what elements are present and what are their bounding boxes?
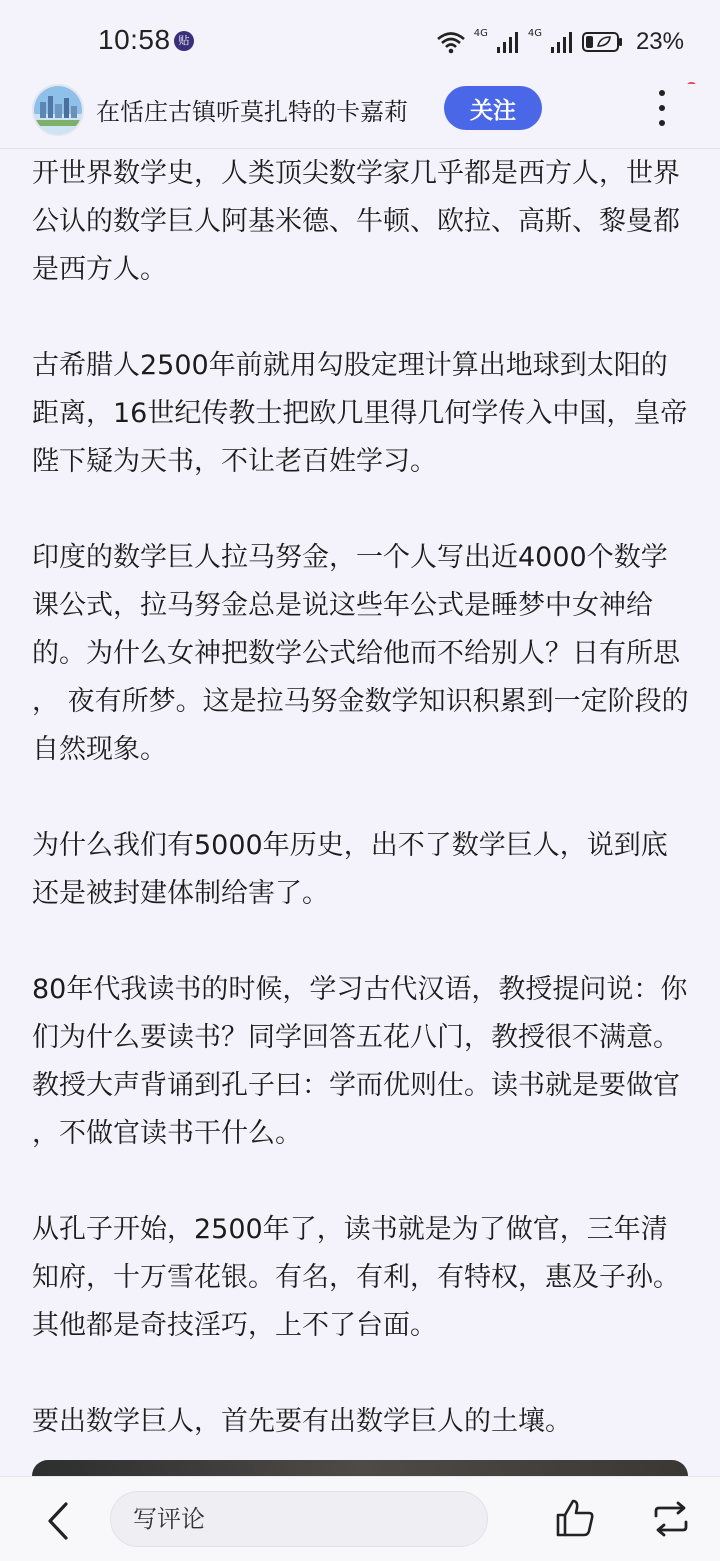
- comment-input[interactable]: 写评论: [110, 1491, 488, 1547]
- like-button[interactable]: [554, 1497, 596, 1539]
- post-paragraph: 印度的数学巨人拉马努金，一个人写出近4000个数学课公式，拉马努金总是说这些年公式是睡梦中女神给的。为什么女神把数学公式给他而不给别人？日有所思 ， 夜有所梦。这是拉马努金数学知识积累到一定阶段的自然现象。: [32, 542, 689, 765]
- share-button[interactable]: [652, 1501, 690, 1537]
- avatar-image-icon: [34, 86, 82, 134]
- post-header: [0, 84, 720, 149]
- back-arrow-icon: [44, 1501, 72, 1541]
- post-paragraph: 要出数学巨人，首先要有出数学巨人的土壤。: [32, 1406, 572, 1437]
- status-indicators: [436, 26, 684, 58]
- post-paragraph: 古希腊人2500年前就用勾股定理计算出地球到太阳的距离，16世纪传教士把欧几里得几何学传入中国，皇帝陛下疑为天书，不让老百姓学习。: [32, 350, 688, 477]
- wifi-icon: [436, 30, 466, 54]
- battery-percentage: 23%: [635, 28, 684, 55]
- thread-title[interactable]: 在恬庄古镇听莫扎特的卡嘉莉: [96, 98, 408, 126]
- bottom-action-bar: [0, 1476, 720, 1561]
- post-paragraph: 为什么我们有5000年历史，出不了数学巨人，说到底还是被封建体制给害了。: [32, 830, 668, 909]
- thumbs-up-icon: [554, 1497, 596, 1539]
- status-time: 10:58: [98, 24, 171, 55]
- signal-icon-1: [496, 30, 520, 54]
- share-icon: [652, 1501, 690, 1537]
- status-bar: [0, 0, 720, 84]
- network-type-2: 4G: [527, 27, 542, 39]
- more-options-button[interactable]: [650, 90, 674, 130]
- post-paragraph: 开世界数学史，人类顶尖数学家几乎都是西方人，世界公认的数学巨人阿基米德、牛顿、欧拉、高斯、黎曼都是西方人。: [32, 158, 680, 285]
- post-content: [32, 150, 692, 1494]
- back-button[interactable]: [44, 1501, 72, 1541]
- battery-saver-icon: [582, 30, 624, 54]
- follow-button[interactable]: 关注: [444, 86, 542, 130]
- avatar[interactable]: [32, 84, 84, 136]
- tieba-notification-icon: 贴: [174, 31, 194, 51]
- post-paragraph: 80年代我读书的时候，学习古代汉语，教授提问说：你们为什么要读书？同学回答五花八门，教授很不满意。教授大声背诵到孔子曰：学而优则仕。读书就是要做官 ，不做官读书干什么。: [32, 974, 688, 1149]
- signal-icon-2: [550, 30, 574, 54]
- post-paragraph: 从孔子开始，2500年了，读书就是为了做官，三年清知府，十万雪花银。有名，有利，有特权，惠及子孙。其他都是奇技淫巧，上不了台面。: [32, 1214, 680, 1341]
- network-type-1: 4G: [473, 27, 488, 39]
